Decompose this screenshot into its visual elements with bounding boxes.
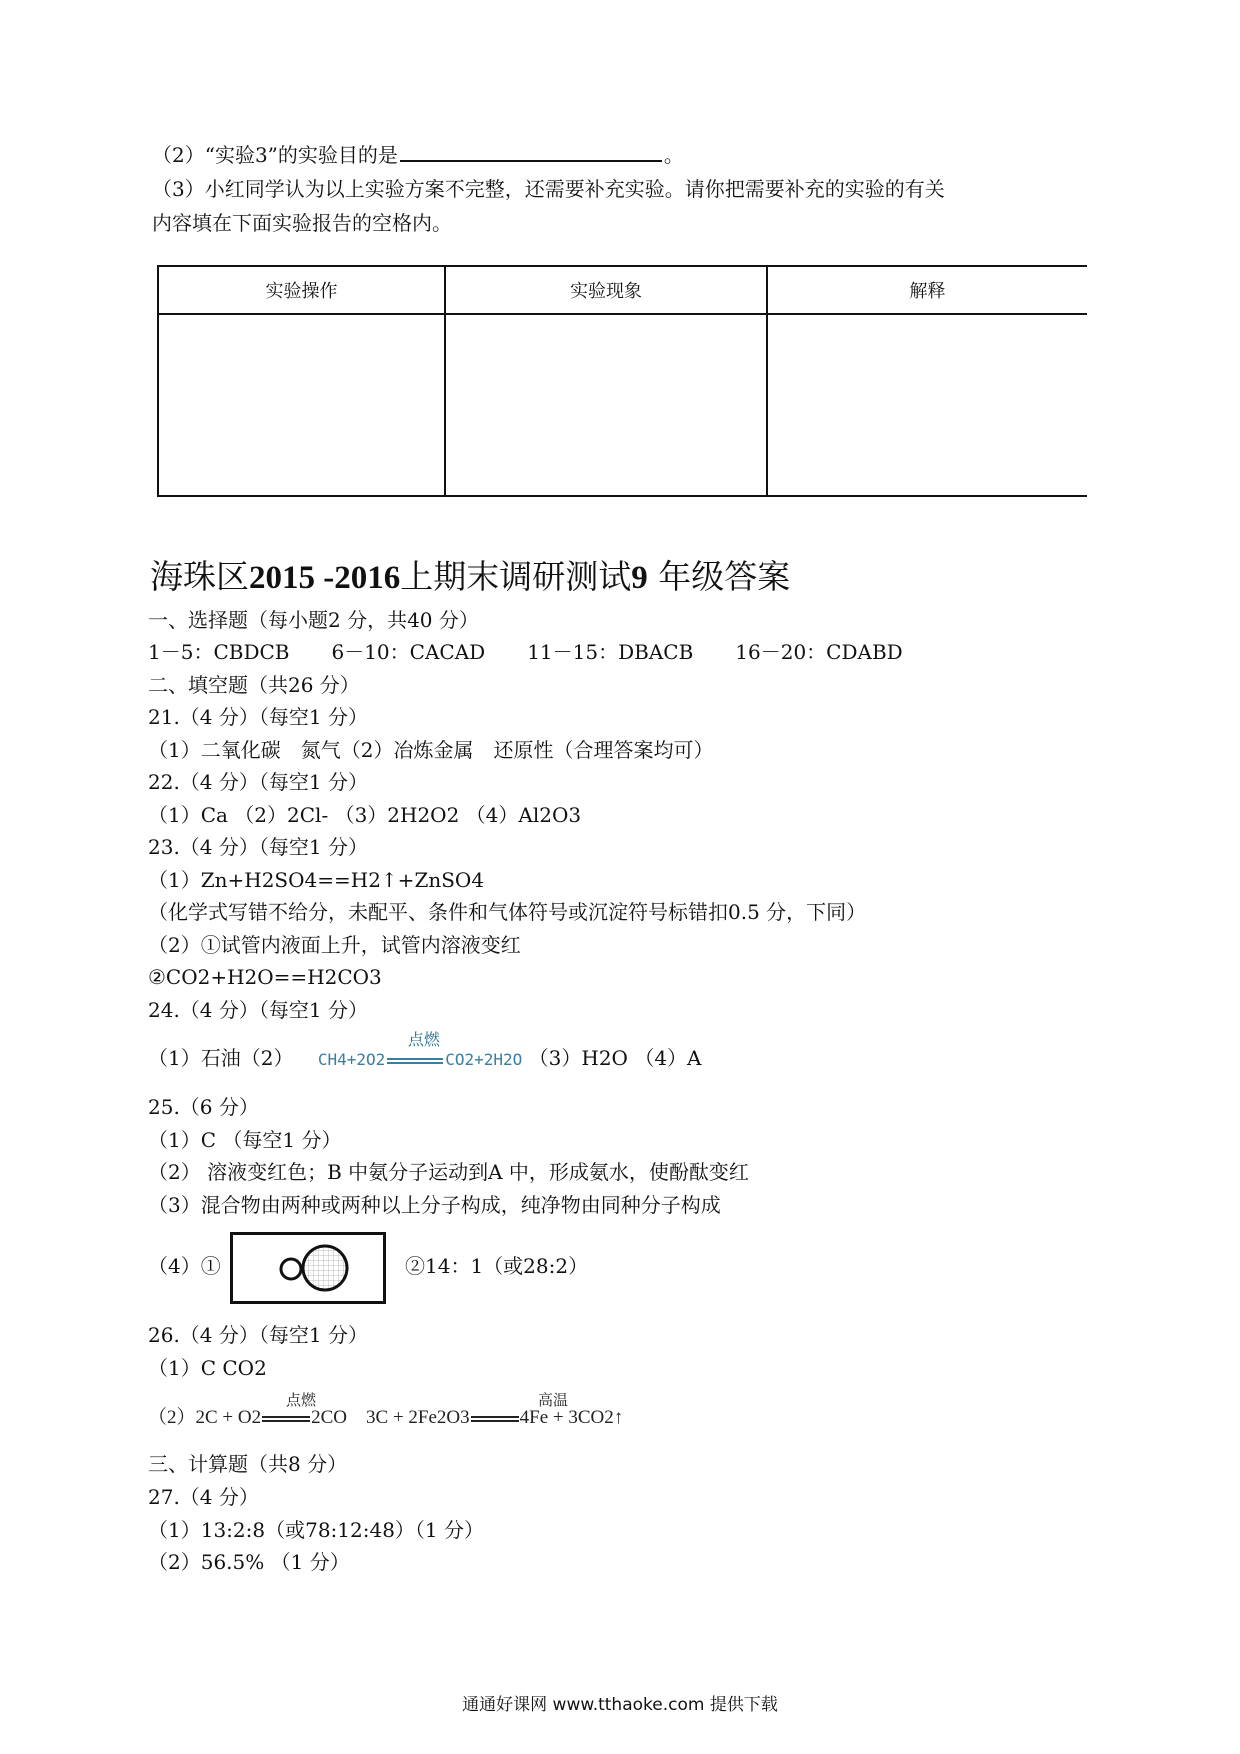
q23-answer-2: （2）①试管内液面上升，试管内溶液变红 — [148, 933, 521, 957]
q25-answer-2: （2） 溶液变红色；B 中氨分子运动到A 中，形成氨水，使酚酞变红 — [148, 1160, 749, 1184]
q21-heading: 21.（4 分）（每空1 分） — [148, 705, 368, 729]
q25-answer-4-suffix: ②14：1（或28:2） — [405, 1254, 589, 1278]
question-2-line: （2）“实验3”的实验目的是 。 — [152, 143, 684, 167]
equation-arrow — [471, 1416, 519, 1422]
question-2-text: （2）“实验3”的实验目的是 — [152, 143, 398, 167]
q23-note: （化学式写错不给分，未配平、条件和气体符号或沉淀符号标错扣0.5 分，下同） — [148, 900, 867, 924]
table-row — [158, 314, 1087, 496]
q26-answer-2 — [148, 1391, 624, 1431]
q26-heading: 26.（4 分）（每空1 分） — [148, 1323, 368, 1347]
q22-answer: （1）Ca （2）2Cl- （3）2H2O2 （4）Al2O3 — [148, 803, 582, 827]
q27-answer-1: （1）13:2:8（或78:12:48）（1 分） — [148, 1518, 485, 1542]
header-explanation: 解释 — [767, 266, 1087, 314]
equation-arrow — [262, 1416, 310, 1422]
q27-answer-2: （2）56.5% （1 分） — [148, 1550, 350, 1574]
header-operation: 实验操作 — [158, 266, 445, 314]
cell-operation — [158, 314, 445, 496]
q23-heading: 23.（4 分）（每空1 分） — [148, 835, 368, 859]
q23-answer-3: ②CO2+H2O==H2CO3 — [148, 965, 382, 989]
header-phenomenon: 实验现象 — [445, 266, 767, 314]
q24-answer: （1）石油（2） CH4+2O2 点燃 CO2+2H2O （3）H2O （4）A — [148, 1045, 701, 1073]
q24-heading: 24.（4 分）（每空1 分） — [148, 998, 368, 1022]
q23-answer-1: （1）Zn+H2SO4==H2↑+ZnSO4 — [148, 868, 485, 892]
section-1-heading: 一、选择题（每小题2 分，共40 分） — [148, 608, 479, 632]
q22-heading: 22.（4 分）（每空1 分） — [148, 770, 368, 794]
q25-heading: 25.（6 分） — [148, 1095, 259, 1119]
section-3-heading: 三、计算题（共8 分） — [148, 1452, 348, 1476]
question-3-line1: （3）小红同学认为以上实验方案不完整，还需要补充实验。请你把需要补充的实验的有关 — [152, 177, 945, 201]
carbon-equations: （2）2C + O2 点燃 2CO 3C + 2Fe2O3 高温 4Fe + 3CO2↑ — [148, 1391, 624, 1428]
molecule-diagram — [230, 1232, 386, 1304]
multiple-choice-answers: 1－5：CBDCB 6－10：CACAD 11－15：DBACB 16－20：CDABD — [148, 640, 903, 664]
q27-heading: 27.（4 分） — [148, 1485, 259, 1509]
cell-explanation — [767, 314, 1087, 496]
methane-combustion-equation: CH4+2O2 点燃 CO2+2H2O — [317, 1030, 523, 1069]
equation-arrow — [387, 1058, 443, 1064]
table-header-row — [158, 266, 1087, 314]
answer-blank — [400, 142, 662, 162]
q21-answer: （1）二氧化碳 氮气（2）冶炼金属 还原性（合理答案均可） — [148, 738, 714, 762]
experiment-report-table — [157, 265, 1087, 497]
q26-answer-1: （1）C CO2 — [148, 1356, 267, 1380]
q25-answer-1: （1）C （每空1 分） — [148, 1128, 342, 1152]
answer-title: 海珠区2015 -2016上期末调研测试9 年级答案 — [150, 557, 791, 596]
question-3-line2: 内容填在下面实验报告的空格内。 — [152, 211, 452, 235]
q25-answer-3: （3）混合物由两种或两种以上分子构成，纯净物由同种分子构成 — [148, 1193, 721, 1217]
section-2-heading: 二、填空题（共26 分） — [148, 673, 360, 697]
molecule-icon — [233, 1235, 383, 1301]
cell-phenomenon — [445, 314, 767, 496]
page-footer: 通通好课网 www.tthaoke.com 提供下载 — [462, 1695, 778, 1715]
q25-answer-4-prefix: （4）① — [148, 1254, 221, 1278]
